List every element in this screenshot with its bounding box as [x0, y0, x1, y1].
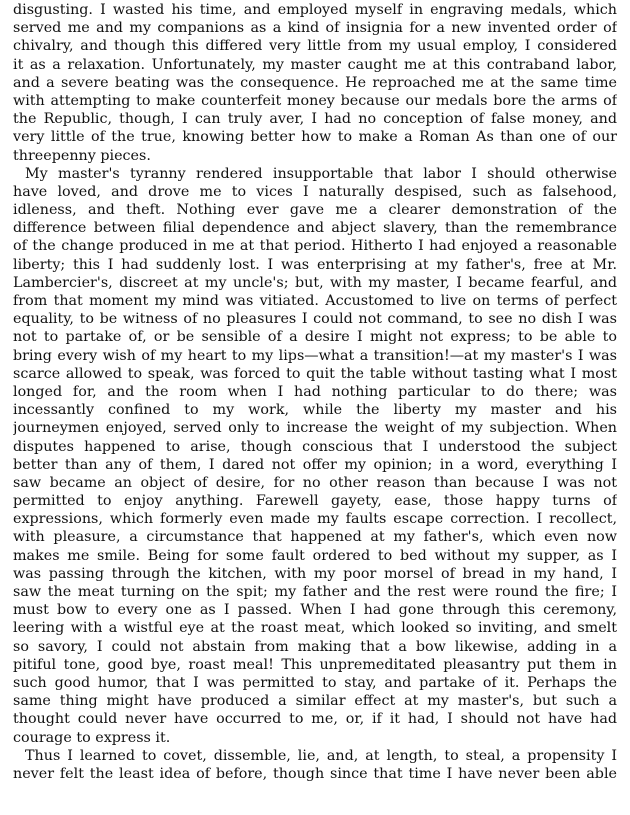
text-line: not to partake of, or be sensible of a desire I might not express; to be able to	[13, 329, 617, 346]
text-line: have loved, and drove me to vices I naturally despised, such as falsehood,	[13, 183, 617, 200]
text-line: was passing through the kitchen, with my poor morsel of bread in my hand, I	[13, 565, 617, 582]
text-line: it as a relaxation. Unfortunately, my master caught me at this contraband labor,	[13, 56, 617, 73]
text-line: journeymen enjoyed, served only to increase the weight of my subjection. When	[13, 420, 617, 437]
text-line: leering with a wistful eye at the roast meat, which looked so inviting, and smelt	[13, 620, 617, 637]
text-line: saw became an object of desire, for no other reason than because I was not	[13, 474, 617, 491]
text-line: bring every wish of my heart to my lips—what a transition!—at my master's I was	[13, 347, 617, 364]
text-line: thought could never have occurred to me, or, if it had, I should not have had	[13, 711, 617, 728]
text-line: same thing might have produced a similar effect at my master's, but such a	[13, 693, 617, 710]
text-line: disgusting. I wasted his time, and employed myself in engraving medals, which	[13, 2, 617, 18]
text-line: saw the meat turning on the spit; my father and the rest were round the fire; I	[13, 584, 617, 600]
text-line: never felt the least idea of before, though since that time I have never been able	[13, 765, 617, 782]
text-line: with pleasure, a circumstance that happened at my father's, which even now	[13, 529, 617, 546]
paragraph-1	[13, 1, 617, 165]
text-line: difference between filial dependence and abject slavery, than the remembrance	[13, 220, 617, 237]
text-line: expressions, which formerly even made my faults escape correction. I recollect,	[13, 511, 617, 528]
text-line: incessantly confined to my work, while the liberty my master and his	[13, 402, 617, 419]
text-line: must bow to every one as I passed. When I had gone through this ceremony,	[13, 602, 617, 619]
text-line: My master's tyranny rendered insupportable that labor I should otherwise	[25, 165, 617, 182]
text-line: disputes happened to arise, though conscious that I understood the subject	[13, 438, 617, 455]
text-line: makes me smile. Being for some fault ordered to bed without my supper, as I	[13, 547, 617, 564]
text-line: scarce allowed to speak, was forced to quit the table without tasting what I most	[13, 365, 617, 382]
text-line: liberty; this I had suddenly lost. I was enterprising at my father's, free at Mr.	[13, 256, 617, 273]
text-line: permitted to enjoy anything. Farewell gayety, ease, those happy turns of	[13, 493, 617, 510]
text-line: the Republic, though, I can truly aver, I had no conception of false money, and	[13, 111, 617, 128]
text-line: courage to express it.	[13, 729, 171, 746]
text-line: better than any of them, I dared not offer my opinion; in a word, everything I	[13, 456, 617, 473]
text-line: such good humor, that I was permitted to stay, and partake of it. Perhaps the	[13, 674, 617, 691]
text-line: idleness, and theft. Nothing ever gave me a clearer demonstration of the	[13, 202, 617, 219]
text-line: equality, to be witness of no pleasures I could not command, to see no dish I was	[13, 311, 617, 328]
text-line: threepenny pieces.	[13, 147, 151, 164]
text-line: very little of the true, knowing better how to make a Roman As than one of our	[13, 129, 617, 146]
text-line: from that moment my mind was vitiated. Accustomed to live on terms of perfect	[13, 293, 617, 309]
text-line: of the change produced in me at that period. Hitherto I had enjoyed a reasonable	[13, 238, 617, 255]
text-line: served me and my companions as a kind of insignia for a new invented order of	[13, 20, 617, 37]
paragraph-2	[13, 165, 617, 747]
text-line: with attempting to make counterfeit money because our medals bore the arms of	[13, 92, 617, 109]
text-line: pitiful tone, good bye, roast meal! This unpremeditated pleasantry put them in	[13, 656, 617, 673]
text-line: Lambercier's, discreet at my uncle's; but, with my master, I became fearful, and	[13, 274, 617, 291]
text-line: Thus I learned to covet, dissemble, lie, and, at length, to steal, a propensity I	[25, 747, 617, 764]
text-line: and a severe beating was the consequence. He reproached me at the same time	[13, 74, 617, 91]
text-line: chivalry, and though this differed very little from my usual employ, I considered	[13, 38, 617, 55]
paragraph-3	[13, 747, 617, 783]
text-line: longed for, and the room when I had nothing particular to do there; was	[13, 383, 617, 400]
text-line: so savory, I could not abstain from making that a bow likewise, adding in a	[13, 638, 617, 655]
